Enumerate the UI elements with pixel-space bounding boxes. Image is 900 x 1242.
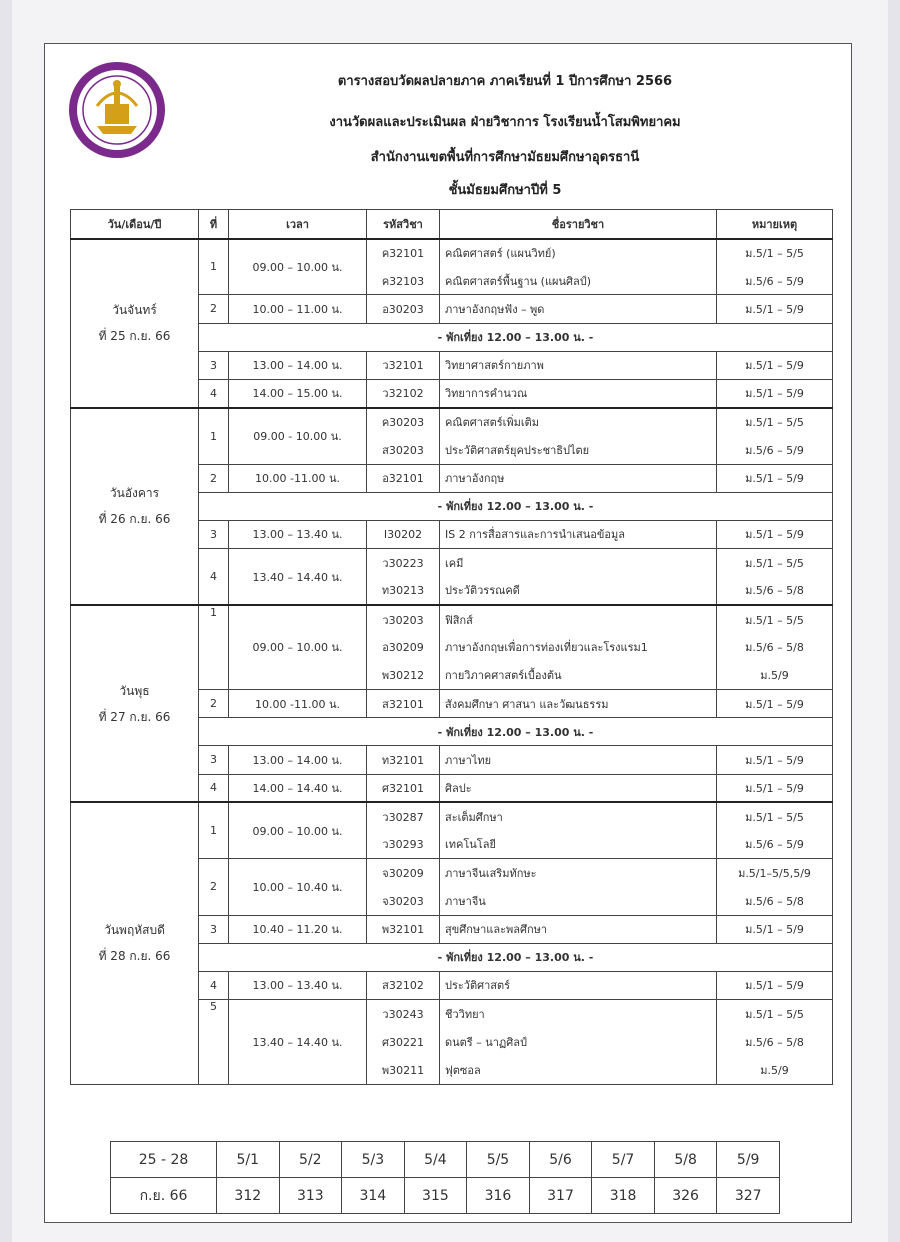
slot-time: 13.00 – 14.00 น. (229, 746, 367, 774)
day-name: วันจันทร์ (112, 303, 157, 318)
subject-code: ส30203 (367, 436, 440, 464)
subject-code: ว30243 (367, 1000, 440, 1028)
room-number: 326 (654, 1178, 717, 1214)
slot-number: 3 (199, 746, 229, 774)
slot-number: 2 (199, 295, 229, 323)
day-cell (71, 802, 199, 1084)
class-note: ม.5/6 – 5/8 (717, 633, 833, 661)
subject-name: IS 2 การสื่อสารและการนำเสนอข้อมูล (440, 520, 717, 548)
class-note: ม.5/9 (717, 661, 833, 689)
header-line-2: งานวัดผลและประเมินผล ฝ่ายวิชาการ โรงเรียนน้ำโสมพิทยาคม (329, 115, 681, 130)
slot-number: 1 (199, 605, 229, 690)
class-note: ม.5/1 – 5/9 (717, 379, 833, 407)
day-name: วันอังคาร (109, 486, 160, 501)
right-edge (888, 0, 900, 1242)
lunch-break-label: - พักเที่ยง 12.00 – 13.00 น. - (199, 492, 833, 520)
subject-name: สุขศึกษาและพลศึกษา (440, 915, 717, 943)
day-cell (71, 239, 199, 408)
day-date: ที่ 25 ก.ย. 66 (98, 329, 171, 344)
subject-name: วิทยาการคำนวณ (440, 379, 717, 407)
subject-name: ภาษาจีน (440, 887, 717, 915)
subject-name: ฟุตซอล (440, 1056, 717, 1084)
slot-time: 13.40 – 14.40 น. (229, 1000, 367, 1085)
table-row (71, 239, 833, 267)
subject-name: ฟิสิกส์ (440, 605, 717, 633)
column-header: หมายเหตุ (717, 210, 833, 239)
subject-code: ค32103 (367, 267, 440, 295)
school-logo (67, 60, 167, 160)
class-note: ม.5/1 – 5/5 (717, 1000, 833, 1028)
column-header: ชื่อรายวิชา (440, 210, 717, 239)
day-date: ที่ 27 ก.ย. 66 (98, 709, 171, 724)
subject-code: อ30209 (367, 633, 440, 661)
slot-time: 14.00 – 15.00 น. (229, 379, 367, 407)
class-note: ม.5/1 – 5/9 (717, 774, 833, 802)
exam-schedule-table (70, 209, 833, 1085)
class-note: ม.5/1 – 5/5 (717, 802, 833, 830)
subject-name: ดนตรี – นาฏศิลป์ (440, 1028, 717, 1056)
day-cell (71, 605, 199, 802)
slot-number: 5 (199, 1000, 229, 1085)
room-class: 5/7 (592, 1142, 655, 1178)
room-number: 318 (592, 1178, 655, 1214)
room-class: 5/5 (467, 1142, 530, 1178)
subject-code: อ32101 (367, 464, 440, 492)
slot-number: 4 (199, 774, 229, 802)
room-number: 316 (467, 1178, 530, 1214)
slot-number: 2 (199, 690, 229, 718)
slot-number: 3 (199, 351, 229, 379)
room-number: 312 (217, 1178, 280, 1214)
subject-code: ศ30221 (367, 1028, 440, 1056)
subject-code: ค32101 (367, 239, 440, 267)
subject-code: ว32101 (367, 351, 440, 379)
slot-number: 4 (199, 549, 229, 605)
slot-time: 10.00 -11.00 น. (229, 464, 367, 492)
subject-name: เทคโนโลยี (440, 830, 717, 858)
column-header: ที่ (199, 210, 229, 239)
class-note: ม.5/6 – 5/9 (717, 830, 833, 858)
room-class-row (111, 1142, 780, 1178)
subject-name: ประวัติวรรณคดี (440, 577, 717, 605)
class-note: ม.5/1 – 5/9 (717, 351, 833, 379)
slot-time: 10.00 – 11.00 น. (229, 295, 367, 323)
subject-code: ส32102 (367, 971, 440, 999)
slot-time: 13.00 – 14.00 น. (229, 351, 367, 379)
subject-code: พ30211 (367, 1056, 440, 1084)
subject-name: ภาษาไทย (440, 746, 717, 774)
room-number: 317 (529, 1178, 592, 1214)
subject-code: ว30293 (367, 830, 440, 858)
slot-number: 2 (199, 859, 229, 915)
subject-name: ประวัติศาสตร์ยุคประชาธิปไตย (440, 436, 717, 464)
left-edge (0, 0, 12, 1242)
day-name: วันพฤหัสบดี (104, 923, 165, 938)
slot-number: 1 (199, 802, 229, 858)
class-note: ม.5/6 – 5/9 (717, 436, 833, 464)
class-note: ม.5/1 – 5/5 (717, 408, 833, 436)
slot-time: 13.00 – 13.40 น. (229, 971, 367, 999)
class-note: ม.5/6 – 5/8 (717, 577, 833, 605)
slot-number: 1 (199, 239, 229, 295)
room-class: 5/4 (404, 1142, 467, 1178)
lunch-break-label: - พักเที่ยง 12.00 – 13.00 น. - (199, 323, 833, 351)
room-class: 5/2 (279, 1142, 342, 1178)
subject-name: สะเต็มศึกษา (440, 802, 717, 830)
room-class: 5/1 (217, 1142, 280, 1178)
slot-time: 10.00 -11.00 น. (229, 690, 367, 718)
slot-time: 10.40 – 11.20 น. (229, 915, 367, 943)
class-note: ม.5/9 (717, 1056, 833, 1084)
class-note: ม.5/1 – 5/9 (717, 295, 833, 323)
subject-code: จ30209 (367, 859, 440, 887)
subject-name: ภาษาอังกฤษ (440, 464, 717, 492)
subject-code: I30202 (367, 520, 440, 548)
document-page (44, 43, 852, 1223)
class-note: ม.5/1–5/5,5/9 (717, 859, 833, 887)
subject-code: ส32101 (367, 690, 440, 718)
column-header: วัน/เดือน/ปี (71, 210, 199, 239)
subject-name: ศิลปะ (440, 774, 717, 802)
class-note: ม.5/6 – 5/9 (717, 267, 833, 295)
table-row (71, 605, 833, 633)
subject-code: ศ32101 (367, 774, 440, 802)
class-note: ม.5/1 – 5/9 (717, 464, 833, 492)
header-line-1: ตารางสอบวัดผลปลายภาค ภาคเรียนที่ 1 ปีการศึกษา 2566 (337, 74, 673, 89)
slot-time: 14.00 – 14.40 น. (229, 774, 367, 802)
subject-code: ว30203 (367, 605, 440, 633)
class-note: ม.5/1 – 5/5 (717, 605, 833, 633)
slot-time: 10.00 – 10.40 น. (229, 859, 367, 915)
slot-number: 1 (199, 408, 229, 464)
room-class: 5/9 (717, 1142, 780, 1178)
subject-code: ว30223 (367, 549, 440, 577)
lunch-break-label: - พักเที่ยง 12.00 – 13.00 น. - (199, 943, 833, 971)
subject-name: กายวิภาคศาสตร์เบื้องต้น (440, 661, 717, 689)
slot-number: 4 (199, 971, 229, 999)
room-class: 5/6 (529, 1142, 592, 1178)
slot-time: 13.00 – 13.40 น. (229, 520, 367, 548)
slot-time: 09.00 – 10.00 น. (229, 605, 367, 690)
room-number: 327 (717, 1178, 780, 1214)
room-month-label: ก.ย. 66 (111, 1178, 217, 1214)
subject-code: จ30203 (367, 887, 440, 915)
subject-name: ประวัติศาสตร์ (440, 971, 717, 999)
slot-number: 3 (199, 520, 229, 548)
slot-number: 4 (199, 379, 229, 407)
class-note: ม.5/1 – 5/9 (717, 746, 833, 774)
class-note: ม.5/1 – 5/5 (717, 239, 833, 267)
class-note: ม.5/6 – 5/8 (717, 1028, 833, 1056)
subject-code: ว32102 (367, 379, 440, 407)
subject-code: ว30287 (367, 802, 440, 830)
subject-name: เคมี (440, 549, 717, 577)
day-date: ที่ 28 ก.ย. 66 (98, 949, 171, 964)
subject-code: ท32101 (367, 746, 440, 774)
class-note: ม.5/1 – 5/9 (717, 520, 833, 548)
slot-time: 09.00 – 10.00 น. (229, 239, 367, 295)
room-class: 5/8 (654, 1142, 717, 1178)
subject-code: พ30212 (367, 661, 440, 689)
column-header: เวลา (229, 210, 367, 239)
subject-name: คณิตศาสตร์ (แผนวิทย์) (440, 239, 717, 267)
day-cell (71, 408, 199, 605)
room-table (110, 1141, 780, 1214)
room-number: 315 (404, 1178, 467, 1214)
subject-name: สังคมศึกษา ศาสนา และวัฒนธรรม (440, 690, 717, 718)
subject-name: ภาษาอังกฤษฟัง – พูด (440, 295, 717, 323)
slot-time: 09.00 - 10.00 น. (229, 408, 367, 464)
room-date-label: 25 - 28 (111, 1142, 217, 1178)
table-row (71, 802, 833, 830)
class-note: ม.5/1 – 5/5 (717, 549, 833, 577)
day-date: ที่ 26 ก.ย. 66 (98, 512, 171, 527)
room-number-row (111, 1178, 780, 1214)
subject-code: ท30213 (367, 577, 440, 605)
slot-time: 13.40 – 14.40 น. (229, 549, 367, 605)
subject-name: คณิตศาสตร์เพิ่มเติม (440, 408, 717, 436)
table-header-row (71, 210, 833, 239)
subject-name: วิทยาศาสตร์กายภาพ (440, 351, 717, 379)
room-number: 313 (279, 1178, 342, 1214)
subject-code: ค30203 (367, 408, 440, 436)
class-note: ม.5/1 – 5/9 (717, 971, 833, 999)
room-number: 314 (342, 1178, 405, 1214)
subject-code: อ30203 (367, 295, 440, 323)
slot-number: 3 (199, 915, 229, 943)
day-name: วันพุธ (119, 683, 150, 698)
slot-number: 2 (199, 464, 229, 492)
lunch-break-label: - พักเที่ยง 12.00 – 13.00 น. - (199, 718, 833, 746)
table-row (71, 408, 833, 436)
subject-name: ภาษาอังกฤษเพื่อการท่องเที่ยวและโรงแรม1 (440, 633, 717, 661)
subject-code: พ32101 (367, 915, 440, 943)
class-note: ม.5/1 – 5/9 (717, 915, 833, 943)
subject-name: ชีววิทยา (440, 1000, 717, 1028)
header-line-3: สำนักงานเขตพื้นที่การศึกษามัธยมศึกษาอุดรธานี (370, 150, 640, 165)
class-note: ม.5/6 – 5/8 (717, 887, 833, 915)
header-line-4: ชั้นมัธยมศึกษาปีที่ 5 (448, 183, 562, 198)
subject-name: ภาษาจีนเสริมทักษะ (440, 859, 717, 887)
room-class: 5/3 (342, 1142, 405, 1178)
class-note: ม.5/1 – 5/9 (717, 690, 833, 718)
column-header: รหัสวิชา (367, 210, 440, 239)
schedule-body (71, 239, 833, 1085)
slot-time: 09.00 – 10.00 น. (229, 802, 367, 858)
subject-name: คณิตศาสตร์พื้นฐาน (แผนศิลป์) (440, 267, 717, 295)
